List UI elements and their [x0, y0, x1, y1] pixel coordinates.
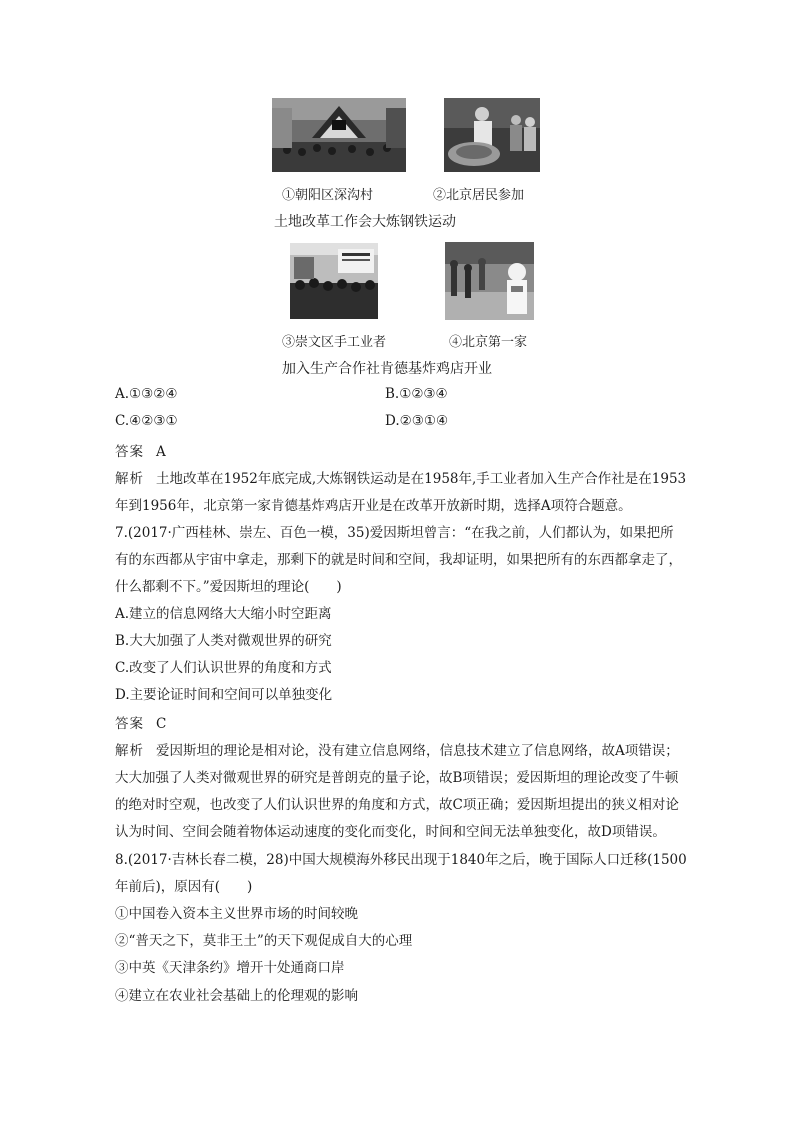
- q8-stem-line-1: 8.(2017·吉林长春二模，28)中国大规模海外移民出现于1840年之后，晚于国际人口迁移(1500: [115, 852, 687, 868]
- q7-analysis-line-4: 认为时间、空间会随着物体运动速度的变化而变化，时间和空间无法单独变化，故D项错误。: [115, 824, 666, 840]
- q7-option-d: D.主要论证时间和空间可以单独变化: [115, 687, 333, 703]
- q6-answer: [115, 440, 166, 460]
- q8-stem-line-2: 年前后)，原因有( ): [115, 879, 253, 895]
- q6-option-d: D.②③①④: [385, 413, 449, 429]
- answer-label: 答案: [115, 444, 144, 460]
- analysis-label: 解析: [115, 743, 144, 759]
- q6-option-c: C.④②③①: [115, 413, 178, 429]
- caption-row-1: 土地改革工作会大炼钢铁运动: [274, 214, 456, 230]
- q7-option-a: A.建立的信息网络大大缩小时空距离: [115, 606, 332, 622]
- caption-row-2: 加入生产合作社肯德基炸鸡店开业: [282, 361, 492, 377]
- photo-caption-2: ②北京居民参加: [433, 188, 525, 203]
- q6-analysis-line-1: 解析 土地改革在1952年底完成,大炼钢铁运动是在1958年,手工业者加入生产合作社是在1953: [115, 471, 687, 487]
- photo-caption-1: ①朝阳区深沟村: [282, 188, 374, 203]
- q7-stem-line-1: 7.(2017·广西桂林、崇左、百色一模，35)爱因斯坦曾言：“在我之前，人们都认为，如果把所: [115, 525, 674, 541]
- q8-item-4: ④建立在农业社会基础上的伦理观的影响: [115, 988, 358, 1004]
- q7-stem-line-2: 有的东西都从宇宙中拿走，那剩下的就是时间和空间，我却证明，如果把所有的东西都拿走了，: [115, 552, 682, 568]
- kfc-opening-photo: [445, 242, 534, 320]
- q7-stem-line-3: 什么都剩不下。”爱因斯坦的理论( ): [115, 579, 342, 595]
- q8-item-3: ③中英《天津条约》增开十处通商口岸: [115, 960, 345, 976]
- q7-option-b: B.大大加强了人类对微观世界的研究: [115, 633, 332, 649]
- q7-analysis-line-3: 的绝对时空观，也改变了人们认识世界的角度和方式，故C项正确；爱因斯坦提出的狭义相对论: [115, 797, 679, 813]
- q7-analysis-line-1: 解析 爱因斯坦的理论是相对论，没有建立信息网络，信息技术建立了信息网络，故A项错误；: [115, 743, 679, 759]
- answer-label: 答案: [115, 716, 144, 732]
- q6-option-b: B.①②③④: [385, 386, 448, 402]
- q6-option-a: A.①③②④: [115, 386, 178, 402]
- q7-answer: [115, 712, 166, 732]
- village-meeting-photo: [272, 98, 406, 172]
- q7-option-c: C.改变了人们认识世界的角度和方式: [115, 660, 332, 676]
- photo-caption-4: ④北京第一家: [449, 335, 528, 350]
- q6-analysis-line-2: 年到1956年，北京第一家肯德基炸鸡店开业是在改革开放新时期，选择A项符合题意。: [115, 498, 632, 514]
- analysis-label: 解析: [115, 471, 144, 487]
- q8-item-2: ②“普天之下，莫非王土”的天下观促成自大的心理: [115, 933, 413, 949]
- q7-analysis-line-2: 大大加强了人类对微观世界的研究是普朗克的量子论，故B项错误；爱因斯坦的理论改变了牛顿: [115, 770, 679, 786]
- answer-value: A: [156, 444, 166, 460]
- iron-smelting-photo: [444, 98, 540, 172]
- answer-value: C: [156, 716, 167, 732]
- photo-caption-3: ③崇文区手工业者: [282, 335, 387, 350]
- q8-item-1: ①中国卷入资本主义世界市场的时间较晚: [115, 906, 358, 922]
- cooperative-registration-photo: [290, 243, 378, 319]
